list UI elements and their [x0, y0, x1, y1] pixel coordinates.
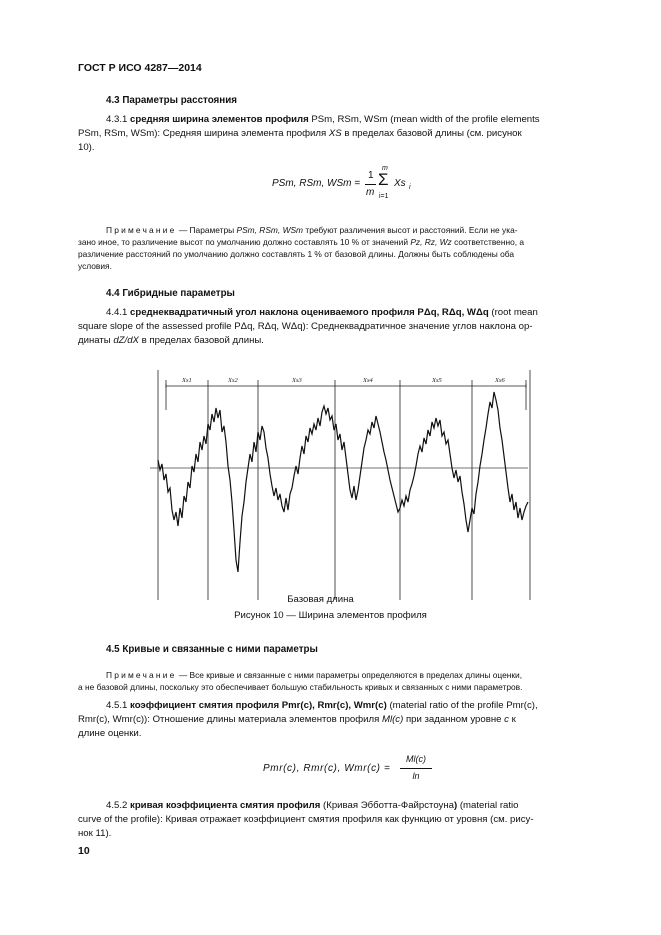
- xs-label-6: Xs6: [495, 377, 505, 384]
- symbol: PSm, RSm, WSm: [236, 225, 304, 235]
- xs-label-2: Xs2: [228, 377, 238, 384]
- note-label: Примечание: [106, 670, 177, 680]
- paragraph-4-5-2: [78, 799, 615, 841]
- formula-mr: [263, 754, 463, 788]
- formula-lhs: Pmr(c), Rmr(c), Wmr(c) =: [263, 763, 391, 774]
- paragraph-4-3-1: [78, 113, 615, 155]
- section-heading-4-3: 4.3 Параметры расстояния: [106, 95, 237, 106]
- text: — Все кривые и связанные с ними параметры определяются в пределах длины оценки,: [178, 670, 523, 680]
- text: зано иное, то различение высот по умолчанию должно составлять 10 % от значений: [78, 237, 408, 247]
- text: Rmr(c), Wmr(c)): Отношение длины материала элементов профиля: [78, 714, 380, 725]
- formula-subscript: i: [409, 184, 411, 191]
- base-length-label: Базовая длина: [287, 594, 354, 605]
- symbol: c: [504, 714, 509, 725]
- text: (material ratio of the profile Pmr(c),: [389, 700, 538, 711]
- figure-caption: Рисунок 10 — Ширина элементов профиля: [234, 610, 427, 621]
- xs-label-3: Xs3: [292, 377, 302, 384]
- formula-wsm: [272, 165, 411, 208]
- text: — Параметры: [178, 225, 235, 235]
- note-4-5: [78, 669, 615, 693]
- text: square slope of the assessed profile PΔq, RΔq, WΔq): Среднеквадратичное значение углов наклона ор-: [78, 321, 533, 332]
- term: кривая коэффициента смятия профиля: [130, 800, 321, 811]
- clause-number: 4.3.1: [106, 114, 128, 125]
- symbol: dZ/dX: [113, 335, 139, 346]
- profile-curve: [158, 392, 528, 572]
- text: в пределах базовой длины (см. рисунок: [344, 128, 522, 139]
- text: условия.: [78, 261, 112, 271]
- fraction-numerator: 1: [368, 170, 374, 181]
- term: среднеквадратичный угол наклона оцениваемого профиля PΔq, RΔq, WΔq: [130, 307, 489, 318]
- symbol: XS: [328, 128, 342, 139]
- text: а не базовой длины, поскольку это обеспечивает большую стабильность кривых и связанных с ними параметров.: [78, 682, 523, 692]
- document-header: ГОСТ Р ИСО 4287—2014: [78, 62, 202, 74]
- text: ): [453, 800, 458, 811]
- paragraph-4-5-1: [78, 699, 615, 741]
- fraction-numerator: Ml(c): [406, 754, 426, 764]
- clause-number: 4.5.2: [106, 800, 128, 811]
- text: PSm, RSm, WSm): Средняя ширина элемента профиля: [78, 128, 327, 139]
- term: средняя ширина элементов профиля: [130, 114, 309, 125]
- note-label: Примечание: [106, 225, 177, 235]
- xs-label-5: Xs5: [432, 377, 442, 384]
- section-heading-4-4: 4.4 Гибридные параметры: [106, 288, 235, 299]
- text: в пределах базовой длины.: [141, 335, 264, 346]
- text: curve of the profile): Кривая отражает коэффициент смятия профиля как функцию от уровня (см. рису-: [78, 814, 534, 825]
- fraction-denominator: m: [366, 187, 375, 198]
- sum-lower: i=1: [379, 193, 389, 200]
- clause-number: 4.5.1: [106, 700, 128, 711]
- text: (root mean: [491, 307, 538, 318]
- text: соответственно, а: [454, 237, 525, 247]
- text: (Кривая Эбботта-Файрстоуна: [323, 800, 454, 811]
- xs-labels: [181, 377, 506, 384]
- text: при заданном уровне: [405, 714, 502, 725]
- text: к: [511, 714, 516, 725]
- symbol: Pz, Rz, Wz: [410, 237, 452, 247]
- fraction-bar: [400, 768, 432, 769]
- paragraph-4-4-1: [78, 306, 615, 348]
- xs-label-4: Xs4: [363, 377, 373, 384]
- xs-label-1: Xs1: [182, 377, 192, 384]
- symbol: Ml(c): [381, 714, 404, 725]
- page-number: 10: [78, 845, 90, 857]
- fraction-denominator: ln: [412, 771, 420, 781]
- xs-dimension-lines: [158, 370, 530, 600]
- clause-number: 4.4.1: [106, 307, 128, 318]
- section-heading-4-5: 4.5 Кривые и связанные с ними параметры: [106, 644, 318, 655]
- formula-lhs: PSm, RSm, WSm =: [272, 178, 361, 189]
- term: коэффициент смятия профиля Pmr(c), Rmr(c), Wmr(c): [130, 700, 387, 711]
- text: (mean width of the profile elements: [390, 114, 540, 125]
- fraction-bar: [365, 184, 376, 185]
- text: требуют различения высот и расстояний. Если не ука-: [305, 225, 518, 235]
- note-4-3: [78, 224, 615, 272]
- sigma-symbol: Σ: [378, 170, 389, 189]
- text: различение расстояний по умолчанию должно составлять 1 % от базовой длины. Должны быть соблюдены оба: [78, 249, 514, 259]
- formula-xs: Xs: [394, 178, 406, 189]
- text: нок 11).: [78, 828, 112, 839]
- sum-upper: m: [382, 165, 388, 172]
- text: динаты: [78, 335, 111, 346]
- text: длине оценки.: [78, 728, 142, 739]
- profile-figure: [150, 370, 540, 600]
- text: 10).: [78, 142, 95, 153]
- text: (material ratio: [459, 800, 519, 811]
- symbol: PSm, RSm, WSm: [311, 114, 388, 125]
